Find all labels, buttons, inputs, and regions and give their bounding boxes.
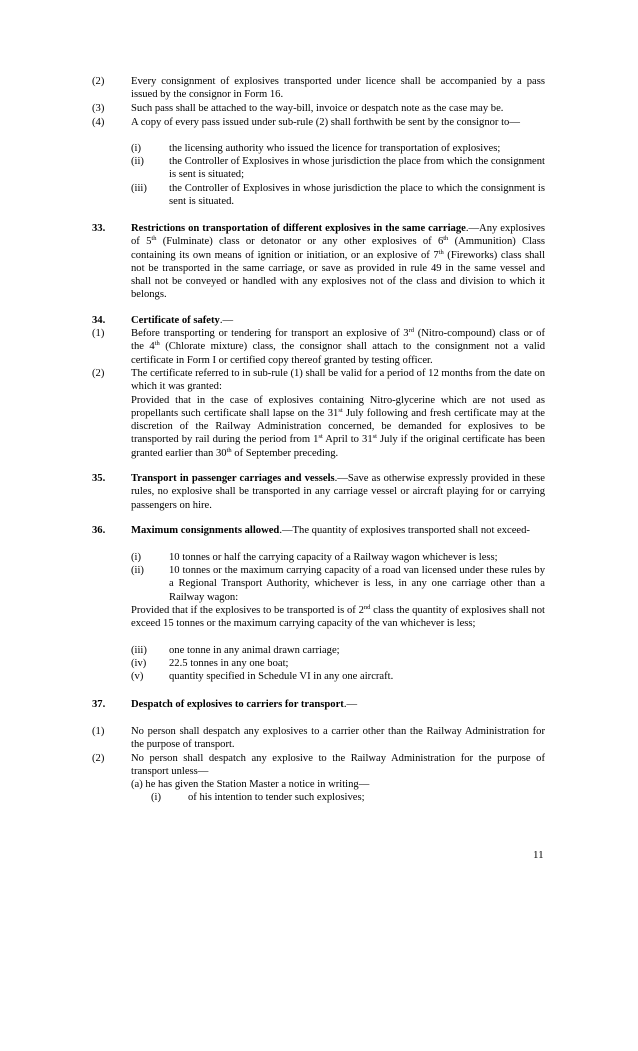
rule-text: July if the original certificate has been granted earlier than 30	[131, 434, 545, 459]
superscript: rd	[408, 327, 414, 334]
clause-text: No person shall despatch any explosives to a carrier other than the Railway Administration for the purpose of transport.	[131, 726, 545, 751]
rule-heading: Certificate of safety	[131, 315, 220, 326]
subclause-number: (iii)	[131, 645, 147, 656]
clause-text	[131, 327, 545, 367]
clause-text	[131, 367, 545, 460]
subclause-text: quantity specified in Schedule VI in any one aircraft.	[169, 671, 394, 682]
rule-34-heading	[131, 314, 545, 327]
subclause-number: (i)	[151, 792, 161, 803]
clause-text: A copy of every pass issued under sub-rule (2) shall forthwith be sent by the consignor to—	[131, 117, 520, 128]
rule-text: class the quantity of explosives shall not exceed 15 tonnes or the maximum carrying capacity of the van whichever is less;	[131, 605, 546, 630]
rule-number: 37.	[92, 699, 106, 710]
superscript: th	[443, 235, 449, 243]
rule-text: (Ammunition) Class containing its own means of ignition or initiation, or an explosive of 7	[131, 236, 545, 261]
subclause-number: (ii)	[131, 156, 144, 167]
superscript: th	[226, 446, 232, 454]
clause-number: (2)	[92, 368, 105, 379]
clause-number: (1)	[92, 328, 105, 339]
rule-text: The certificate referred to in sub-rule (1) shall be valid for a period of 12 months from the date on which it was granted:	[131, 368, 545, 393]
superscript: th	[438, 248, 444, 256]
rule-text: (Fireworks) class shall not be transported in the same carriage, or save as provided in rule 49 in the same vessel and shall not be conveyed or handled with any explosives not of the class and division to which it belongs.	[131, 249, 546, 301]
subclause-text: one tonne in any animal drawn carriage;	[169, 645, 340, 656]
superscript: th	[154, 340, 160, 348]
rule-text: (Fulminate) class or detonator or any other explosives of 6	[156, 236, 444, 248]
clause-number: (2)	[92, 76, 105, 87]
rule-text: Before transporting or tendering for transport an explosive of 3	[131, 328, 409, 339]
subclause-text: the Controller of Explosives in whose jurisdiction the place from which the consignment is sent is situated;	[169, 156, 546, 181]
rule-35-body	[131, 472, 545, 512]
superscript: nd	[363, 604, 371, 611]
rule-heading: Despatch of explosives to carriers for transport	[131, 699, 344, 710]
clause-number: (2)	[92, 753, 105, 764]
subclause-text: the Controller of Explosives in whose jurisdiction the place to which the consignment is sent is situated.	[169, 183, 545, 208]
superscript: th	[151, 235, 157, 243]
superscript: st	[318, 433, 323, 441]
clause-number: (1)	[92, 726, 105, 737]
clause-text: No person shall despatch any explosive to the Railway Administration for the purpose of transport unless—	[131, 753, 545, 778]
rule-text: April to 31	[322, 434, 373, 446]
subclause-text: 22.5 tonnes in any one boat;	[169, 658, 289, 669]
rule-37-heading	[131, 698, 545, 711]
rule-text: (Nitro-compound) class or of the 4	[131, 328, 545, 353]
superscript: st	[338, 406, 343, 414]
rule-text: (Chlorate mixture) class, the consignor shall attach to the consignment not a valid certificate in Form I or certified copy thereof granted by testing officer.	[131, 341, 545, 366]
rule-36-body	[131, 524, 545, 537]
subclause-text: 10 tonnes or the maximum carrying capacity of a road van licensed under these rules by a Regional Transport Authority, whichever is less, in any one carriage other than a Railway wagon:	[169, 565, 545, 603]
subclause-number: (iii)	[131, 183, 147, 194]
subclause-number: (i)	[131, 143, 141, 154]
subclause-number: (v)	[131, 671, 144, 682]
subclause-text: the licensing authority who issued the licence for transportation of explosives;	[169, 143, 501, 154]
page-number: 11	[533, 849, 544, 861]
rule-text: of September preceding.	[231, 447, 339, 459]
rule-number: 35.	[92, 473, 106, 484]
rule-text: .—Save as otherwise expressly provided in these rules, no explosive shall be transported in any carriage vessel or aircraft playing for or carrying passengers on hire.	[131, 473, 545, 511]
clause-item-a: (a) he has given the Station Master a notice in writing—	[131, 779, 370, 790]
subclause-text: of his intention to tender such explosives;	[188, 792, 365, 803]
rule-number: 36.	[92, 525, 106, 536]
rule-text: July following and fresh certificate may at the discretion of the Railway Administration concerned, be demanded for explosives to be transported by rail during the period from 1	[131, 407, 545, 446]
proviso-text	[131, 604, 545, 631]
rule-text: .—	[219, 315, 234, 326]
rule-text: Provided that if the explosives to be transported is of 2	[131, 605, 364, 616]
rule-text: Provided that in the case of explosives containing Nitro-glycerine which are not used as propellants such certificate shall lapse on the 31	[131, 394, 545, 419]
subclause-text: 10 tonnes or half the carrying capacity of a Railway wagon whichever is less;	[169, 552, 498, 563]
rule-text: .—	[343, 699, 358, 710]
rule-number: 34.	[92, 315, 106, 326]
subclause-number: (i)	[131, 552, 141, 563]
clause-text: Every consignment of explosives transported under licence shall be accompanied by a pass issued by the consignor in Form 16.	[131, 76, 545, 101]
rule-heading: Transport in passenger carriages and vessels	[131, 473, 335, 484]
subclause-number: (ii)	[131, 565, 144, 576]
clause-text: Such pass shall be attached to the way-bill, invoice or despatch note as the case may be.	[131, 103, 504, 114]
clause-number: (4)	[92, 117, 105, 128]
rule-heading: Restrictions on transportation of different explosives in the same carriage	[131, 223, 466, 234]
rule-heading: Maximum consignments allowed	[131, 525, 280, 536]
rule-text: .—The quantity of explosives transported shall not exceed-	[279, 525, 530, 536]
subclause-number: (iv)	[131, 658, 147, 669]
rule-33-body	[131, 222, 545, 302]
rule-text: .—Any explosives of 5	[131, 223, 545, 248]
clause-number: (3)	[92, 103, 105, 114]
rule-number: 33.	[92, 223, 106, 234]
superscript: st	[372, 433, 377, 441]
